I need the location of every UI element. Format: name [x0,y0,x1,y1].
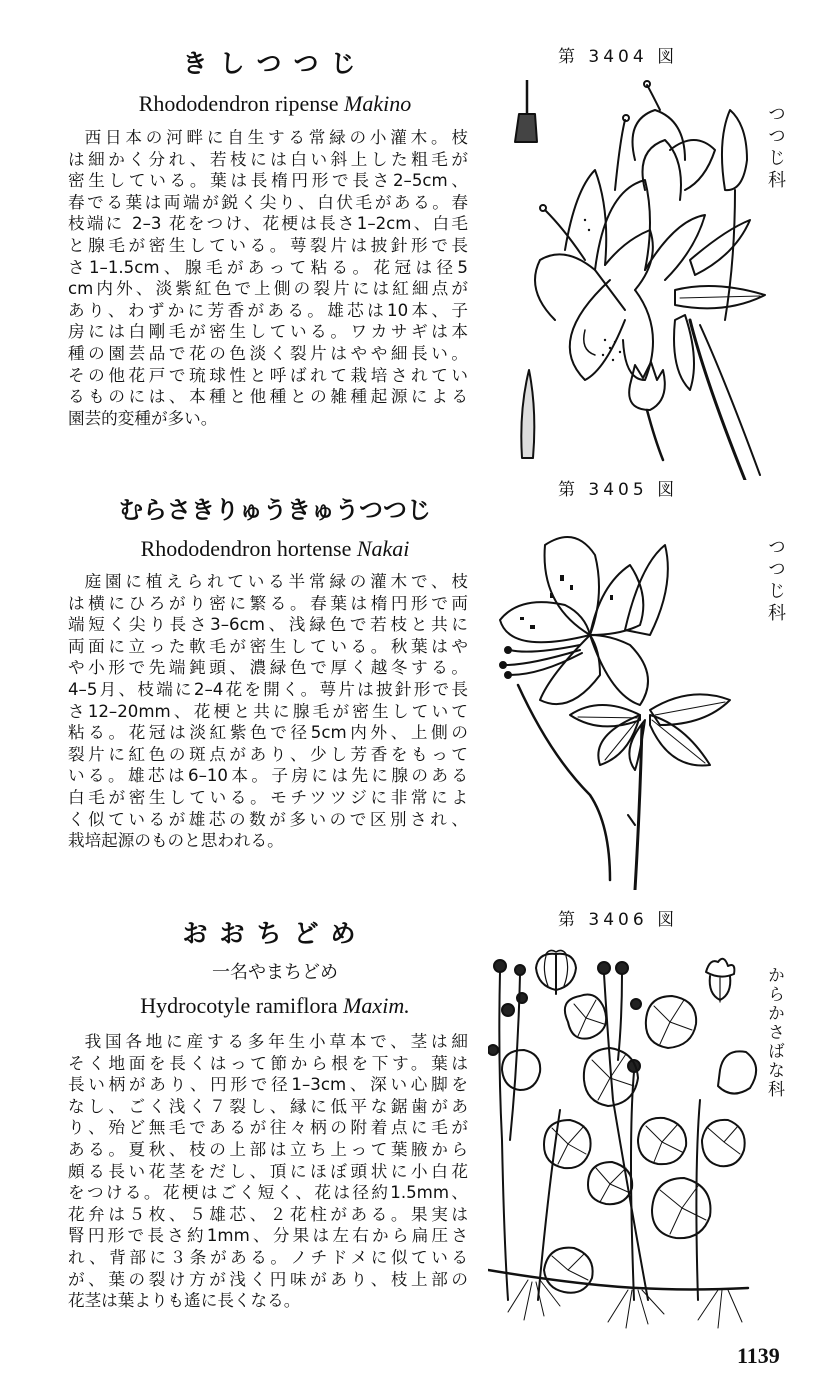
text-line: や小形で先端鈍頭、濃緑色で厚く越冬する。 [68,658,468,678]
text-line: は横にひろがり密に繁る。春葉は楕円形で両 [68,593,468,613]
entry-description [68,1031,468,1312]
text-line: 房には白剛毛が密生している。ワカサギは本 [68,322,468,342]
text-line: ある。夏秋、枝の上部は立ち上って葉腋から [68,1139,468,1159]
hydrocotyle-ramiflora-drawing [488,940,758,1330]
text-line: 我国各地に産する多年生小草本で、茎は細 [84,1032,468,1051]
entry-description [68,571,468,852]
latin-genus-species: Rhododendron hortense [140,536,352,561]
latin-genus-species: Hydrocotyle ramiflora [140,993,338,1018]
text-line: さ12–20mm、花梗と共に腺毛が密生していて [68,701,468,721]
text-line: 庭園に植えられている半常緑の灌木で、枝 [84,572,468,591]
text-line: 栽培起源のものと思われる。 [68,831,284,851]
text-line: は細かく分れ、若枝には白い斜上した粗毛が [68,149,468,169]
latin-name [60,91,490,117]
text-line: 花茎は葉よりも遙に長くなる。 [68,1291,301,1311]
alternate-name: 一名やまちどめ [212,962,338,983]
entry-title: むらさきりゅうきゅうつつじ [119,496,431,524]
text-line: そく地面を長くはって節から根を下す。葉は [68,1053,468,1073]
text-line: をつける。花梗はごく短く、花は径約1.5mm、 [68,1183,468,1203]
entry-description [68,127,468,429]
text-line: 端短く尖り長さ3–6cm、浅緑色で若枝と共に [68,615,468,635]
rhododendron-hortense-drawing [490,525,735,890]
latin-name [60,536,490,562]
text-line: cm内外、淡紫紅色で上側の裂片には紅細点が [68,279,468,299]
latin-name [60,993,490,1019]
text-line: 腎円形で長さ約1mm、分果は左右から扁圧さ [68,1226,468,1246]
text-line: れ、背部に３条がある。ノチドメに似ている [68,1247,468,1267]
rhododendron-ripense-drawing [485,80,775,480]
latin-author: Makino [344,91,412,116]
text-line: 密生している。葉は長楕円形で長さ2–5cm、 [68,171,468,191]
latin-author: Maxim. [343,993,410,1018]
text-line: その他花戸で琉球性と呼ばれて栽培されてい [68,365,468,385]
text-line: 白毛が密生している。モチツツジに非常によ [68,787,468,807]
text-line: 園芸的変種が多い。 [68,408,218,428]
family-label: つつじ科 [765,104,786,192]
text-line: 春でる葉は両端が鋭く尖り、白伏毛がある。春 [68,192,468,212]
latin-author: Nakai [356,536,410,561]
text-line: 4–5月、枝端に2–4花を開く。萼片は披針形で長 [68,679,468,699]
text-line: なし、ごく浅く７裂し、縁に低平な鋸歯があ [68,1096,468,1116]
text-line: 粘る。花冠は淡紅紫色で径5cm内外、上側の [68,723,468,743]
text-line: あり、わずかに芳香がある。雄芯は10本、子 [68,300,468,320]
text-line: り、殆ど無毛であるが往々柄の附着点に毛が [68,1118,468,1138]
text-line: 頗る長い花茎をだし、頂にほぼ頭状に小白花 [68,1161,468,1181]
family-label: つつじ科 [765,537,786,625]
text-line: 種の園芸品で花の色淡く裂片はやや細長い。 [68,343,468,363]
text-line: 両面に立った軟毛が密生している。秋葉はや [68,636,468,656]
entry-title: きしつつじ [182,49,368,78]
text-line: と腺毛が密生している。萼裂片は披針形で長 [68,235,468,255]
text-line: が、葉の裂け方が浅く円味があり、枝上部の [68,1269,468,1289]
text-line: 枝端に 2–3 花をつけ、花梗は長さ1–2cm、白毛 [68,214,468,234]
entry-title: おおちどめ [182,919,368,948]
latin-genus-species: Rhododendron ripense [138,91,339,116]
figure-label: 第 3406 図 [558,910,679,930]
text-line: く似ているが雄芯の数が多いので区別され、 [68,809,468,829]
text-line: さ1–1.5cm、腺毛があって粘る。花冠は径5 [68,257,468,277]
text-line: 裂片に紅色の斑点があり、少し芳香をもって [68,744,468,764]
family-label: からかさばな科 [764,966,784,1099]
text-line: いる。雄芯は6–10本。子房には先に腺のある [68,766,468,786]
page-number: 1139 [737,1343,780,1368]
text-line: 長い柄があり、円形で径1–3cm、深い心脚を [68,1075,468,1095]
text-line: 花弁は５枚、５雄芯、２花柱がある。果実は [68,1204,468,1224]
figure-label: 第 3405 図 [558,480,679,500]
figure-label: 第 3404 図 [558,47,679,67]
text-line: 西日本の河畔に自生する常緑の小灌木。枝 [84,128,468,147]
text-line: るものには、本種と他種との雑種起源による [68,387,468,407]
